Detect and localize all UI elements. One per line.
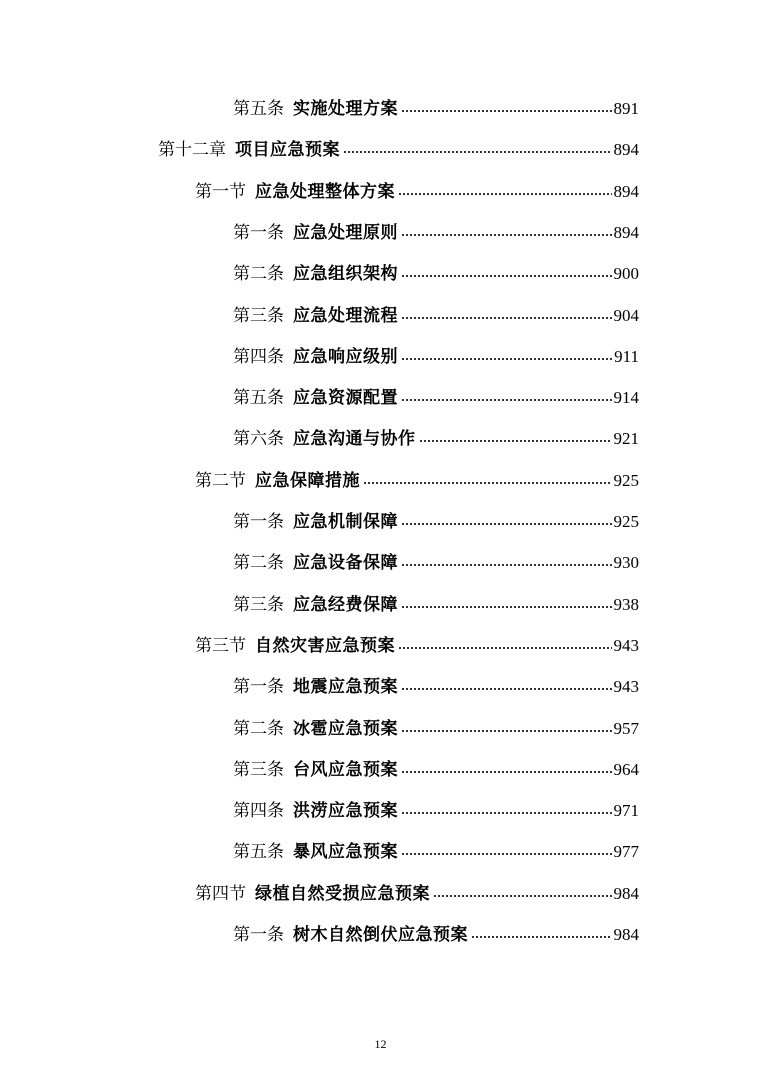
toc-entry-title: 应急保障措施	[255, 471, 360, 491]
toc-entry-number: 第二条	[233, 264, 284, 284]
toc-entry-number: 第三条	[233, 306, 284, 326]
toc-entry-page: 971	[613, 801, 639, 820]
toc-entry[interactable]	[233, 716, 639, 742]
dot-leader	[433, 894, 612, 898]
toc-entry-title: 项目应急预案	[235, 140, 340, 160]
toc-entry-page: 977	[613, 842, 639, 861]
toc-entry-number: 第四节	[195, 884, 246, 904]
toc-entry-title: 地震应急预案	[293, 677, 398, 697]
toc-entry-page: 900	[613, 264, 639, 283]
toc-entry-page: 894	[613, 223, 639, 242]
toc-entry-number: 第十二章	[158, 140, 226, 160]
dot-leader	[401, 398, 612, 402]
toc-entry-number: 第六条	[233, 429, 284, 449]
toc-entry-title: 应急经费保障	[293, 595, 398, 615]
toc-entry-number: 第五条	[233, 388, 284, 408]
dot-leader	[471, 935, 612, 939]
dot-leader	[401, 522, 612, 526]
dot-leader	[401, 316, 612, 320]
dot-leader	[401, 233, 612, 237]
toc-entry-page: 921	[613, 429, 639, 448]
toc-entry-title: 绿植自然受损应急预案	[255, 884, 430, 904]
toc-entry-title: 树木自然倒伏应急预案	[293, 925, 468, 945]
dot-leader	[398, 192, 612, 196]
toc-entry-title: 洪涝应急预案	[293, 801, 398, 821]
toc-entry[interactable]	[233, 757, 639, 783]
toc-entry[interactable]	[233, 798, 639, 824]
toc-entry-page: 925	[613, 512, 639, 531]
toc-entry-title: 应急机制保障	[293, 512, 398, 532]
toc-entry-number: 第五条	[233, 842, 284, 862]
toc-entry[interactable]	[233, 303, 639, 329]
toc-entry-number: 第一节	[195, 182, 246, 202]
toc-entry-page: 925	[613, 471, 639, 490]
dot-leader	[401, 605, 612, 609]
dot-leader	[401, 770, 612, 774]
page-number: 12	[374, 1037, 387, 1051]
toc-entry-number: 第四条	[233, 347, 284, 367]
toc-entry-page: 984	[613, 925, 639, 944]
toc-entry-page: 984	[613, 884, 639, 903]
dot-leader	[401, 852, 612, 856]
toc-entry[interactable]	[233, 592, 639, 618]
toc-entry-title: 冰雹应急预案	[293, 719, 398, 739]
toc-entry-page: 964	[613, 760, 639, 779]
toc-entry-page: 911	[614, 347, 639, 366]
toc-entry[interactable]	[233, 674, 639, 700]
toc-entry-title: 应急响应级别	[293, 347, 398, 367]
toc-entry[interactable]	[233, 839, 639, 865]
toc-entry-page: 914	[613, 388, 639, 407]
toc-entry-number: 第三条	[233, 760, 284, 780]
toc-entry-title: 实施处理方案	[293, 99, 398, 119]
toc-entry-title: 应急沟通与协作	[293, 429, 416, 449]
toc-entry-number: 第一条	[233, 512, 284, 532]
dot-leader	[401, 811, 612, 815]
toc-entry-number: 第二条	[233, 719, 284, 739]
toc-entry[interactable]	[233, 426, 639, 452]
toc-entry-page: 943	[613, 677, 639, 696]
toc-entry[interactable]	[195, 468, 639, 494]
toc-entry-page: 943	[613, 636, 639, 655]
toc-entry-page: 957	[613, 719, 639, 738]
toc-entry-page: 904	[613, 306, 639, 325]
toc-entry[interactable]	[158, 137, 639, 163]
toc-entry-number: 第二节	[195, 471, 246, 491]
toc-entry-page: 894	[613, 182, 639, 201]
dot-leader	[343, 150, 612, 154]
toc-entry-title: 应急处理流程	[293, 306, 398, 326]
toc-entry[interactable]	[195, 633, 639, 659]
dot-leader	[363, 481, 612, 485]
toc-entry-page: 894	[613, 140, 639, 159]
toc-entry-number: 第三条	[233, 595, 284, 615]
toc-entry-page: 930	[613, 553, 639, 572]
toc-entry-title: 暴风应急预案	[293, 842, 398, 862]
toc-entry-number: 第一条	[233, 925, 284, 945]
toc-entry[interactable]	[195, 881, 639, 907]
toc-entry-title: 应急处理原则	[293, 223, 398, 243]
toc-entry-page: 891	[613, 99, 639, 118]
dot-leader	[401, 274, 612, 278]
toc-entry-title: 台风应急预案	[293, 760, 398, 780]
toc-entry-title: 应急设备保障	[293, 553, 398, 573]
toc-entry-title: 应急资源配置	[293, 388, 398, 408]
toc-entry[interactable]	[233, 385, 639, 411]
dot-leader	[401, 729, 612, 733]
dot-leader	[401, 687, 612, 691]
toc-entry[interactable]	[233, 220, 639, 246]
toc-entry-number: 第一条	[233, 223, 284, 243]
toc-entry-number: 第三节	[195, 636, 246, 656]
toc-entry-title: 应急组织架构	[293, 264, 398, 284]
toc-entry[interactable]	[233, 509, 639, 535]
dot-leader	[398, 646, 612, 650]
dot-leader	[401, 357, 612, 361]
toc-entry-number: 第二条	[233, 553, 284, 573]
toc-entry-title: 应急处理整体方案	[255, 182, 395, 202]
toc-entry-number: 第一条	[233, 677, 284, 697]
toc-entry[interactable]	[233, 96, 639, 122]
toc-entry[interactable]	[195, 179, 639, 205]
dot-leader	[401, 109, 612, 113]
toc-entry[interactable]	[233, 922, 639, 948]
toc-entry-page: 938	[613, 595, 639, 614]
toc-entry-number: 第四条	[233, 801, 284, 821]
dot-leader	[419, 439, 612, 443]
toc-entry-number: 第五条	[233, 99, 284, 119]
toc-entry[interactable]	[233, 261, 639, 287]
toc-entry-title: 自然灾害应急预案	[255, 636, 395, 656]
dot-leader	[401, 563, 612, 567]
toc-entry[interactable]	[233, 550, 639, 576]
toc-entry[interactable]	[233, 344, 639, 370]
